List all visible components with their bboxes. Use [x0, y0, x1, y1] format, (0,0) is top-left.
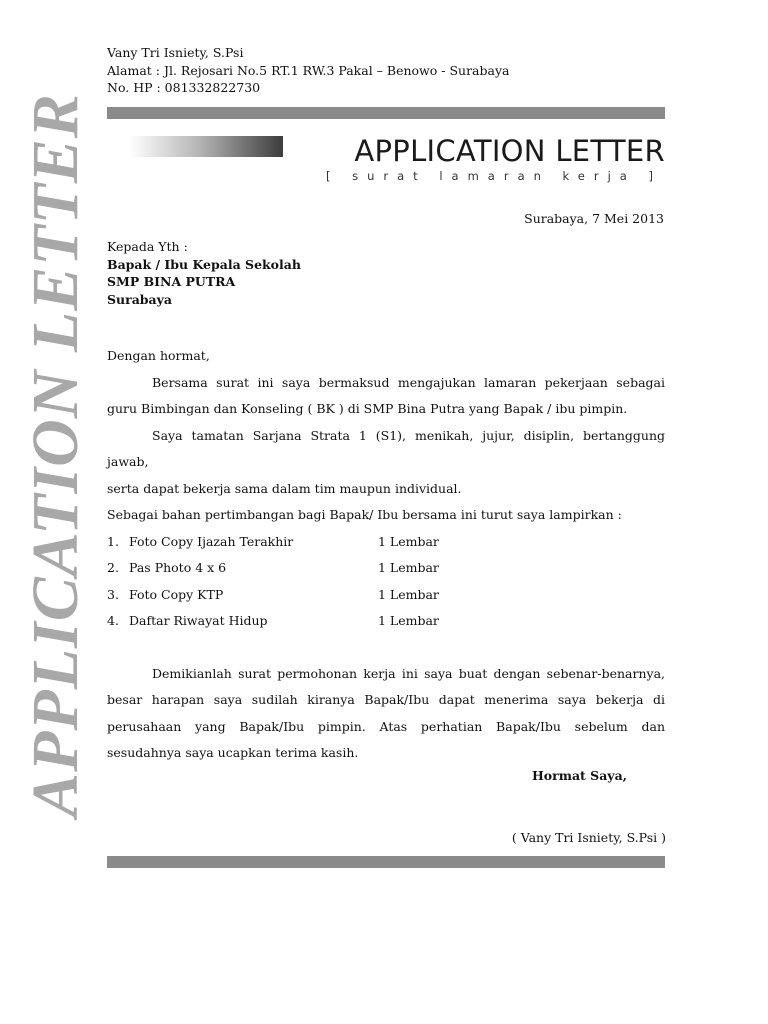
sender-phone: No. HP : 081332822730 — [107, 80, 261, 95]
paragraph-2-line-2: serta dapat bekerja sama dalam tim maupun individual. — [107, 480, 462, 496]
list-item-name: Foto Copy KTP — [129, 586, 224, 602]
list-item — [107, 529, 665, 556]
recipient-label: Kepada Yth : — [107, 239, 188, 254]
list-item-number: 4. — [107, 613, 119, 628]
letter-date: Surabaya, 7 Mei 2013 — [524, 211, 664, 226]
list-item-name: Pas Photo 4 x 6 — [129, 560, 227, 575]
list-item-number: 3. — [107, 586, 119, 602]
recipient-line-3: Surabaya — [107, 291, 173, 307]
letter-subtitle: [ surat lamaran kerja ] — [325, 169, 662, 183]
side-title-text: APPLICATION LETTER — [19, 93, 93, 817]
top-divider-bar — [107, 107, 665, 119]
bottom-divider-bar — [107, 856, 665, 868]
recipient-line-2: SMP BINA PUTRA — [107, 274, 236, 289]
paragraph-1-line-1: Bersama surat ini saya bermaksud mengajukan lamaran pekerjaan sebagai — [152, 374, 665, 390]
spacer — [107, 635, 665, 661]
gradient-decoration — [130, 136, 283, 157]
list-item-quantity: 1 Lembar — [378, 533, 439, 549]
list-item — [107, 555, 665, 582]
side-title-watermark — [19, 40, 93, 870]
closing-salutation: Hormat Saya, — [532, 768, 628, 783]
greeting: Dengan hormat, — [107, 348, 210, 363]
signature-name: ( Vany Tri Isniety, S.Psi ) — [511, 830, 666, 845]
list-item — [107, 582, 665, 609]
closing-paragraph-line-1: Demikianlah surat permohonan kerja ini saya buat dengan sebenar-benarnya, — [152, 665, 665, 681]
list-item-number: 1. — [107, 533, 119, 549]
sender-info — [107, 44, 509, 97]
paragraph-1-line-2: guru Bimbingan dan Konseling ( BK ) di SMP Bina Putra yang Bapak / ibu pimpin. — [107, 401, 628, 416]
sender-address: Alamat : Jl. Rejosari No.5 RT.1 RW.3 Pakal – Benowo - Surabaya — [107, 62, 510, 78]
list-item — [107, 608, 665, 635]
list-item-quantity: 1 Lembar — [378, 560, 439, 575]
letter-body — [107, 343, 665, 767]
list-item-quantity: 1 Lembar — [378, 586, 439, 602]
attachments-intro: Sebagai bahan pertimbangan bagi Bapak/ Ibu bersama ini turut saya lampirkan : — [107, 507, 622, 522]
closing-paragraph-line-4: sesudahnya saya ucapkan terima kasih. — [107, 745, 359, 760]
sender-name: Vany Tri Isniety, S.Psi — [107, 45, 244, 60]
closing-paragraph-line-3: perusahaan yang Bapak/Ibu pimpin. Atas perhatian Bapak/Ibu sebelum dan — [107, 718, 665, 734]
letter-title: APPLICATION LETTER — [354, 134, 665, 168]
list-item-quantity: 1 Lembar — [378, 613, 439, 628]
list-item-name: Foto Copy Ijazah Terakhir — [129, 533, 294, 549]
list-item-name: Daftar Riwayat Hidup — [129, 613, 268, 628]
attachment-list — [107, 529, 665, 635]
paragraph-2-line-1: Saya tamatan Sarjana Strata 1 (S1), menikah, jujur, disiplin, bertanggung jawab, — [107, 427, 665, 469]
list-item-number: 2. — [107, 560, 119, 575]
recipient-line-1: Bapak / Ibu Kepala Sekolah — [107, 256, 301, 272]
closing-paragraph-line-2: besar harapan saya sudilah kiranya Bapak/Ibu dapat menerima saya bekerja di — [107, 692, 665, 707]
recipient-block — [107, 238, 301, 308]
